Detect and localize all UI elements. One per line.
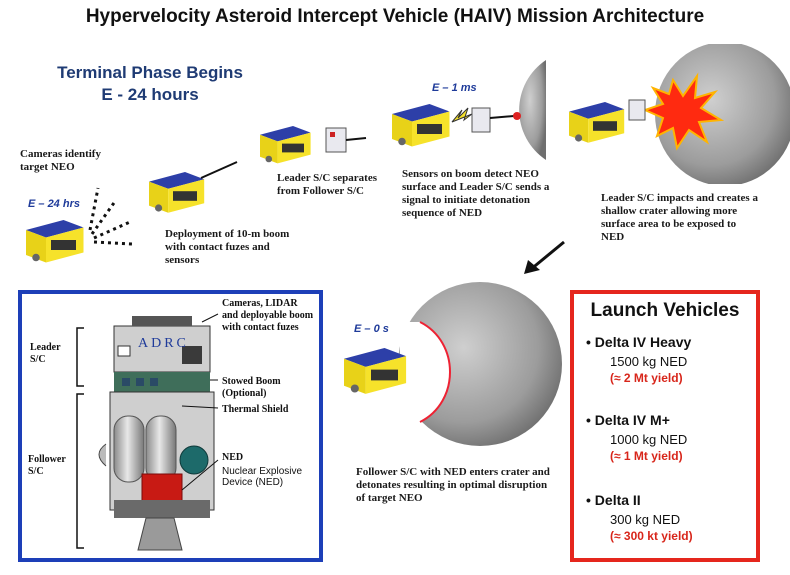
vehicle-yield: (≈ 1 Mt yield) <box>610 449 683 463</box>
time-e0s: E – 0 s <box>354 323 389 335</box>
caption-separates: Leader S/C separates from Follower S/C <box>277 172 378 197</box>
boom-line <box>201 162 237 178</box>
page-title: Hypervelocity Asteroid Intercept Vehicle (HAIV) Mission Architecture <box>85 6 705 27</box>
spacecraft-step2 <box>145 150 240 220</box>
caption-sensors: Sensors on boom detect NEO surface and Leader S/C sends a signal to initiate detonation sequence of NED <box>402 168 550 219</box>
vehicle-item <box>586 492 756 543</box>
launch-vehicles-panel <box>570 290 760 562</box>
vehicle-mass: 1500 kg NED <box>610 354 688 369</box>
label-thermal-shield: Thermal Shield <box>222 404 289 415</box>
caption-follower: Follower S/C with NED enters crater and detonates resulting in optimal disruption of target NEO <box>356 466 550 504</box>
vehicle-yield: (≈ 300 kt yield) <box>610 529 693 543</box>
time-e24: E – 24 hrs <box>28 198 80 210</box>
caption-impacts: Leader S/C impacts and creates a shallow crater allowing more surface area to be exposed to NED <box>601 192 758 243</box>
label-follower: Follower S/C <box>28 454 66 477</box>
vehicle-name: • Delta IV M+ <box>586 412 670 428</box>
label-stowed-boom: Stowed Boom (Optional) <box>222 376 281 399</box>
contact-sensor-icon <box>513 112 521 120</box>
spacecraft-step6 <box>340 282 565 447</box>
label-leader: Leader S/C <box>30 342 61 365</box>
signal-bolt-icon <box>452 108 472 122</box>
terminal-phase-line1: Terminal Phase Begins <box>57 63 243 82</box>
spacecraft-step5 <box>565 44 790 184</box>
arrow-down-left-icon <box>520 238 570 278</box>
vehicle-name-text: Delta II <box>594 492 641 508</box>
spacecraft-step3 <box>258 118 368 173</box>
vehicle-name: • Delta IV Heavy <box>586 334 692 350</box>
terminal-phase-line2: E - 24 hours <box>101 85 199 104</box>
spacecraft-step4 <box>386 60 561 160</box>
vehicle-yield: (≈ 2 Mt yield) <box>610 371 683 385</box>
launch-vehicles-title: Launch Vehicles <box>590 300 740 321</box>
label-cameras: Cameras, LIDAR and deployable boom with contact fuzes <box>222 298 314 333</box>
vehicle-item <box>586 412 756 463</box>
caption-deployment: Deployment of 10-m boom with contact fuzes and sensors <box>165 228 290 266</box>
spacecraft-diagram-panel <box>18 290 323 562</box>
spacecraft-step1 <box>20 180 140 280</box>
vehicle-mass: 1000 kg NED <box>610 432 688 447</box>
asteroid-partial <box>519 60 546 160</box>
vehicle-mass: 300 kg NED <box>610 512 681 527</box>
vehicle-item <box>586 334 756 385</box>
vehicle-name-text: Delta IV M+ <box>594 412 670 428</box>
adrc-logo-text: ADRC <box>138 336 189 351</box>
vehicle-name: • Delta II <box>586 492 641 508</box>
label-ned-full: Nuclear Explosive Device (NED) <box>222 466 303 488</box>
terminal-phase-heading <box>30 62 270 106</box>
time-e1ms: E – 1 ms <box>432 82 477 94</box>
label-ned: NED <box>222 452 244 463</box>
caption-cameras: Cameras identify target NEO <box>20 148 101 173</box>
vehicle-name-text: Delta IV Heavy <box>594 334 692 350</box>
